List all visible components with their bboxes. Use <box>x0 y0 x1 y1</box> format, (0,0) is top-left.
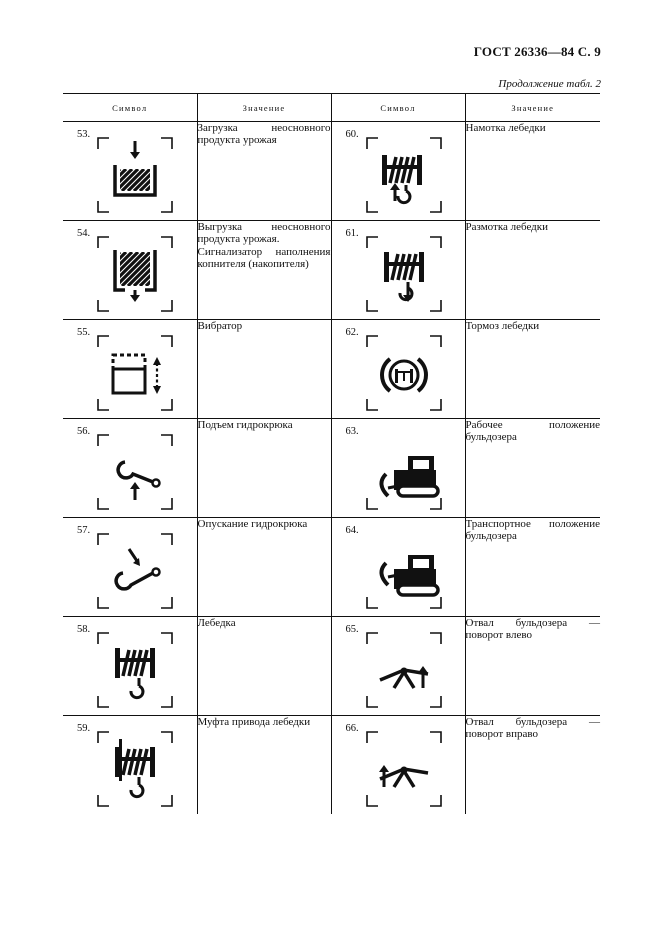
meaning-text: Размотка лебедки <box>465 221 549 233</box>
row-number: 57. <box>77 525 91 536</box>
meaning-text: Намотка лебедки <box>465 122 546 134</box>
col-header-meaning: Значение <box>197 94 331 122</box>
row-number: 55. <box>77 327 91 338</box>
meaning-cell <box>197 419 331 518</box>
bulldozer-transport-icon <box>364 531 444 611</box>
meaning-text: Вибратор <box>197 320 243 332</box>
meaning-text: Подъем гидрокрюка <box>197 419 293 431</box>
symbol-cell <box>63 122 197 221</box>
row-number: 61. <box>345 228 359 239</box>
meaning-cell <box>465 716 600 815</box>
meaning-cell <box>465 617 600 716</box>
meaning-text: Загрузка неосновного продукта урожая <box>197 122 331 147</box>
row-number: 60. <box>345 129 359 140</box>
meaning-cell <box>465 221 600 320</box>
table-row <box>63 122 600 221</box>
symbol-cell <box>331 716 465 815</box>
meaning-text: Выгрузка неосновного продукта урожая. <box>197 221 331 246</box>
symbol-cell <box>331 518 465 617</box>
row-number: 64. <box>345 525 359 536</box>
meaning-text: Отвал бульдозера — поворот влево <box>465 617 600 642</box>
meaning-cell <box>465 122 600 221</box>
row-number: 56. <box>77 426 91 437</box>
table-continuation-label: Продолжение табл. 2 <box>498 78 601 90</box>
meaning-text: Транспортное положение бульдозера <box>465 518 600 543</box>
table-header-row <box>63 94 600 122</box>
meaning-text: Лебедка <box>197 617 236 629</box>
meaning-text: Тормоз лебедки <box>465 320 540 332</box>
symbol-cell <box>63 419 197 518</box>
table-row <box>63 419 600 518</box>
symbol-cell <box>63 617 197 716</box>
row-number: 62. <box>345 327 359 338</box>
row-number: 54. <box>77 228 91 239</box>
page-header: ГОСТ 26336—84 С. 9 <box>473 44 601 59</box>
symbol-cell <box>331 221 465 320</box>
symbol-cell <box>331 617 465 716</box>
vibrator-icon <box>95 333 175 413</box>
table-row <box>63 320 600 419</box>
meaning-cell <box>465 320 600 419</box>
meaning-text: Сигнализатор наполнения копнителя (накопителя) <box>197 245 331 271</box>
meaning-cell <box>465 419 600 518</box>
row-number: 66. <box>345 723 359 734</box>
load-secondary-crop-icon <box>95 135 175 215</box>
meaning-text: Отвал бульдозера — поворот вправо <box>465 716 600 741</box>
meaning-text: Рабочее положение бульдозера <box>465 419 600 444</box>
row-number: 59. <box>77 723 91 734</box>
col-header-meaning: Значение <box>465 94 600 122</box>
symbol-cell <box>63 320 197 419</box>
winch-clutch-icon <box>95 729 175 809</box>
winch-brake-icon <box>364 333 444 413</box>
hydraulic-hook-raise-icon <box>95 432 175 512</box>
symbol-cell <box>331 320 465 419</box>
hydraulic-hook-lower-icon <box>95 531 175 611</box>
bulldozer-working-icon <box>364 432 444 512</box>
row-number: 63. <box>345 426 359 437</box>
symbol-cell <box>331 122 465 221</box>
meaning-cell <box>197 617 331 716</box>
table-row <box>63 518 600 617</box>
row-number: 53. <box>77 129 91 140</box>
row-number: 65. <box>345 624 359 635</box>
row-number: 58. <box>77 624 91 635</box>
blade-rotate-right-icon <box>364 729 444 809</box>
meaning-cell <box>197 122 331 221</box>
meaning-text: Опускание гидрокрюка <box>197 518 308 530</box>
table-row <box>63 617 600 716</box>
col-header-symbol: Символ <box>331 94 465 122</box>
symbol-cell <box>331 419 465 518</box>
meaning-cell <box>465 518 600 617</box>
meaning-cell <box>197 320 331 419</box>
winch-wind-icon <box>364 135 444 215</box>
symbols-table <box>63 93 600 814</box>
table-row <box>63 221 600 320</box>
meaning-cell <box>197 221 331 320</box>
symbol-cell <box>63 518 197 617</box>
meaning-text: Муфта привода лебедки <box>197 716 311 728</box>
blade-rotate-left-icon <box>364 630 444 710</box>
col-header-symbol: Символ <box>63 94 197 122</box>
unload-secondary-crop-icon <box>95 234 175 314</box>
winch-unwind-icon <box>364 234 444 314</box>
winch-icon <box>95 630 175 710</box>
table-row <box>63 716 600 815</box>
meaning-cell <box>197 518 331 617</box>
symbol-cell <box>63 716 197 815</box>
symbol-cell <box>63 221 197 320</box>
meaning-cell <box>197 716 331 815</box>
